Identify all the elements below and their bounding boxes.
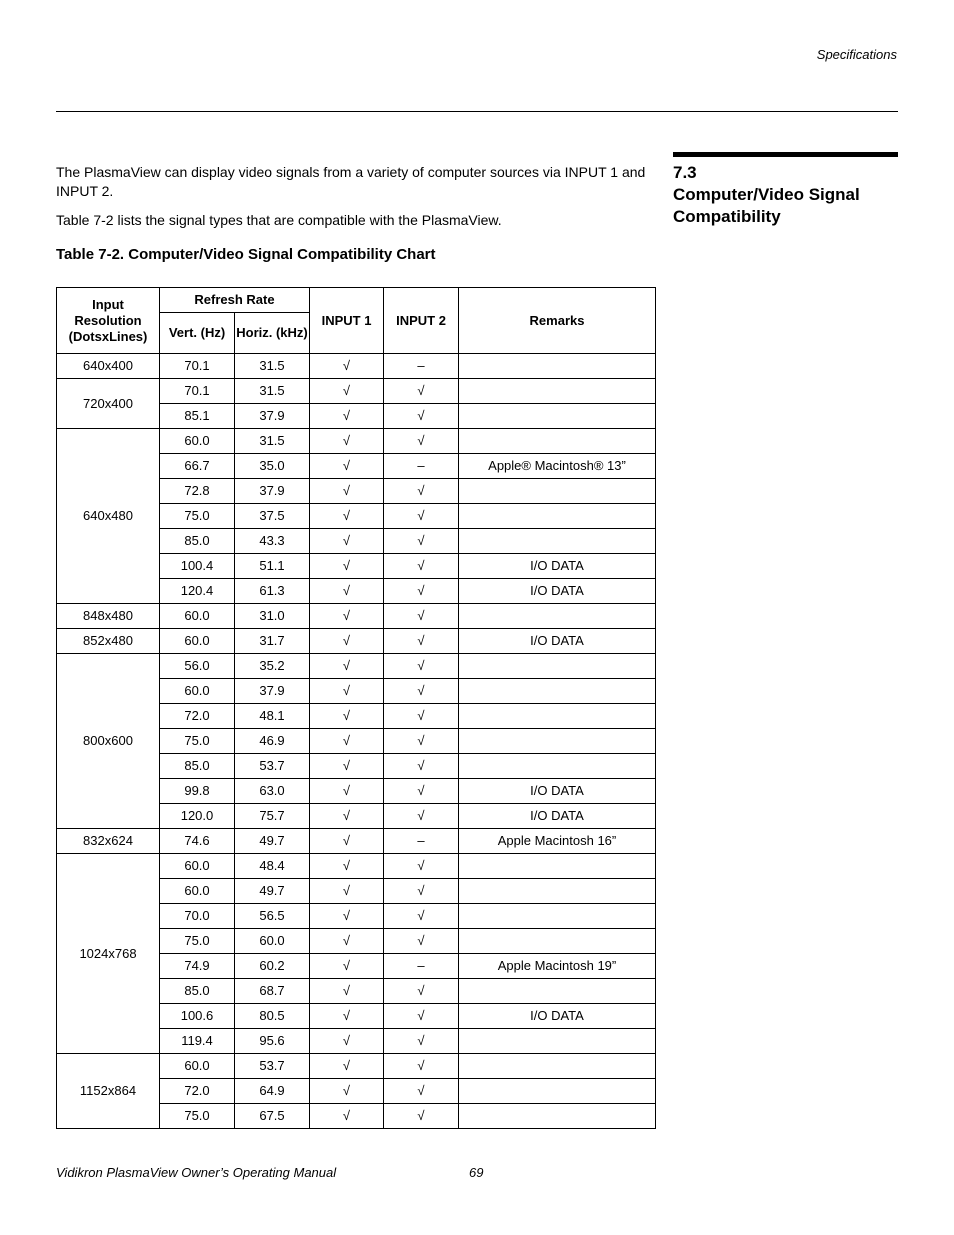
horiz-cell: 61.3 <box>235 579 310 604</box>
horiz-cell: 67.5 <box>235 1104 310 1129</box>
vert-cell: 119.4 <box>160 1029 235 1054</box>
remarks-cell <box>459 429 656 454</box>
input1-cell: √ <box>310 404 384 429</box>
vert-cell: 75.0 <box>160 729 235 754</box>
section-number: 7.3 <box>673 163 697 182</box>
remarks-cell: Apple Macintosh 16” <box>459 829 656 854</box>
horiz-cell: 46.9 <box>235 729 310 754</box>
horiz-cell: 75.7 <box>235 804 310 829</box>
input1-cell: √ <box>310 454 384 479</box>
input1-cell: √ <box>310 929 384 954</box>
horiz-cell: 56.5 <box>235 904 310 929</box>
input1-cell: √ <box>310 979 384 1004</box>
vert-cell: 75.0 <box>160 1104 235 1129</box>
vert-cell: 74.6 <box>160 829 235 854</box>
vert-cell: 66.7 <box>160 454 235 479</box>
remarks-cell <box>459 854 656 879</box>
input1-cell: √ <box>310 804 384 829</box>
resolution-cell: 640x480 <box>57 429 160 604</box>
input2-cell: √ <box>384 579 459 604</box>
input2-cell: – <box>384 454 459 479</box>
input1-cell: √ <box>310 729 384 754</box>
vert-cell: 75.0 <box>160 504 235 529</box>
input1-cell: √ <box>310 504 384 529</box>
input1-cell: √ <box>310 1004 384 1029</box>
remarks-cell: Apple® Macintosh® 13” <box>459 454 656 479</box>
input1-cell: √ <box>310 354 384 379</box>
remarks-cell <box>459 1054 656 1079</box>
input1-cell: √ <box>310 1104 384 1129</box>
horiz-cell: 64.9 <box>235 1079 310 1104</box>
remarks-cell <box>459 754 656 779</box>
input2-cell: √ <box>384 804 459 829</box>
header-remarks: Remarks <box>459 288 656 354</box>
table-row <box>57 429 656 454</box>
header-input-2: INPUT 2 <box>384 288 459 354</box>
input1-cell: √ <box>310 654 384 679</box>
table-caption: Table 7-2. Computer/Video Signal Compatibility Chart <box>56 246 436 263</box>
input2-cell: √ <box>384 479 459 504</box>
intro-text <box>56 163 656 240</box>
input1-cell: √ <box>310 604 384 629</box>
input1-cell: √ <box>310 679 384 704</box>
input1-cell: √ <box>310 954 384 979</box>
remarks-cell <box>459 679 656 704</box>
running-header: Specifications <box>816 47 897 62</box>
vert-cell: 120.0 <box>160 804 235 829</box>
remarks-cell <box>459 704 656 729</box>
header-rule <box>56 111 898 112</box>
horiz-cell: 31.5 <box>235 379 310 404</box>
input2-cell: √ <box>384 404 459 429</box>
horiz-cell: 35.2 <box>235 654 310 679</box>
horiz-cell: 31.7 <box>235 629 310 654</box>
input2-cell: √ <box>384 1029 459 1054</box>
remarks-cell: I/O DATA <box>459 804 656 829</box>
remarks-cell: I/O DATA <box>459 779 656 804</box>
input2-cell: √ <box>384 754 459 779</box>
vert-cell: 70.1 <box>160 379 235 404</box>
input1-cell: √ <box>310 629 384 654</box>
input2-cell: √ <box>384 1079 459 1104</box>
remarks-cell <box>459 1029 656 1054</box>
header-horiz: Horiz. (kHz) <box>235 313 310 354</box>
horiz-cell: 49.7 <box>235 879 310 904</box>
input2-cell: √ <box>384 879 459 904</box>
remarks-cell: I/O DATA <box>459 554 656 579</box>
input2-cell: √ <box>384 604 459 629</box>
vert-cell: 85.0 <box>160 529 235 554</box>
resolution-cell: 1152x864 <box>57 1054 160 1129</box>
horiz-cell: 37.9 <box>235 479 310 504</box>
remarks-cell <box>459 504 656 529</box>
remarks-cell <box>459 1104 656 1129</box>
input2-cell: √ <box>384 979 459 1004</box>
horiz-cell: 49.7 <box>235 829 310 854</box>
resolution-cell: 800x600 <box>57 654 160 829</box>
table-row <box>57 604 656 629</box>
horiz-cell: 53.7 <box>235 754 310 779</box>
input2-cell: – <box>384 829 459 854</box>
remarks-cell <box>459 354 656 379</box>
table-body <box>57 354 656 1129</box>
input1-cell: √ <box>310 704 384 729</box>
input2-cell: √ <box>384 929 459 954</box>
input2-cell: √ <box>384 429 459 454</box>
remarks-cell <box>459 929 656 954</box>
input1-cell: √ <box>310 1054 384 1079</box>
remarks-cell: I/O DATA <box>459 1004 656 1029</box>
vert-cell: 75.0 <box>160 929 235 954</box>
remarks-cell <box>459 654 656 679</box>
input2-cell: √ <box>384 704 459 729</box>
table-row <box>57 379 656 404</box>
input2-cell: – <box>384 354 459 379</box>
input2-cell: √ <box>384 554 459 579</box>
vert-cell: 60.0 <box>160 429 235 454</box>
input1-cell: √ <box>310 579 384 604</box>
resolution-cell: 848x480 <box>57 604 160 629</box>
table-header <box>57 288 656 354</box>
section-title: Computer/Video Signal Compatibility <box>673 185 860 226</box>
input1-cell: √ <box>310 904 384 929</box>
input1-cell: √ <box>310 1079 384 1104</box>
horiz-cell: 63.0 <box>235 779 310 804</box>
input2-cell: √ <box>384 379 459 404</box>
vert-cell: 60.0 <box>160 854 235 879</box>
horiz-cell: 68.7 <box>235 979 310 1004</box>
resolution-cell: 720x400 <box>57 379 160 429</box>
vert-cell: 85.0 <box>160 979 235 1004</box>
remarks-cell <box>459 379 656 404</box>
remarks-cell: I/O DATA <box>459 629 656 654</box>
resolution-cell: 1024x768 <box>57 854 160 1054</box>
input2-cell: √ <box>384 654 459 679</box>
input2-cell: √ <box>384 729 459 754</box>
vert-cell: 120.4 <box>160 579 235 604</box>
remarks-cell <box>459 479 656 504</box>
input2-cell: √ <box>384 1104 459 1129</box>
horiz-cell: 35.0 <box>235 454 310 479</box>
table-row <box>57 1054 656 1079</box>
horiz-cell: 43.3 <box>235 529 310 554</box>
vert-cell: 60.0 <box>160 1054 235 1079</box>
input1-cell: √ <box>310 854 384 879</box>
horiz-cell: 80.5 <box>235 1004 310 1029</box>
input1-cell: √ <box>310 1029 384 1054</box>
remarks-cell <box>459 404 656 429</box>
input2-cell: √ <box>384 679 459 704</box>
vert-cell: 85.1 <box>160 404 235 429</box>
footer-manual-title: Vidikron PlasmaView Owner’s Operating Manual <box>56 1165 337 1180</box>
input1-cell: √ <box>310 479 384 504</box>
input2-cell: √ <box>384 504 459 529</box>
table-row <box>57 629 656 654</box>
vert-cell: 74.9 <box>160 954 235 979</box>
remarks-cell <box>459 729 656 754</box>
header-resolution: Input Resolution (DotsxLines) <box>57 288 160 354</box>
table-row <box>57 654 656 679</box>
horiz-cell: 37.9 <box>235 404 310 429</box>
page-number: 69 <box>469 1165 484 1180</box>
input2-cell: √ <box>384 779 459 804</box>
input2-cell: √ <box>384 629 459 654</box>
horiz-cell: 31.5 <box>235 429 310 454</box>
remarks-cell <box>459 604 656 629</box>
resolution-cell: 832x624 <box>57 829 160 854</box>
input2-cell: √ <box>384 1004 459 1029</box>
horiz-cell: 48.4 <box>235 854 310 879</box>
remarks-cell: Apple Macintosh 19” <box>459 954 656 979</box>
vert-cell: 72.0 <box>160 1079 235 1104</box>
horiz-cell: 31.0 <box>235 604 310 629</box>
remarks-cell <box>459 879 656 904</box>
input1-cell: √ <box>310 429 384 454</box>
vert-cell: 60.0 <box>160 679 235 704</box>
vert-cell: 99.8 <box>160 779 235 804</box>
vert-cell: 70.0 <box>160 904 235 929</box>
horiz-cell: 51.1 <box>235 554 310 579</box>
horiz-cell: 48.1 <box>235 704 310 729</box>
input1-cell: √ <box>310 754 384 779</box>
horiz-cell: 37.5 <box>235 504 310 529</box>
vert-cell: 60.0 <box>160 629 235 654</box>
signal-compatibility-table <box>56 287 656 1129</box>
input2-cell: √ <box>384 529 459 554</box>
input1-cell: √ <box>310 829 384 854</box>
input1-cell: √ <box>310 554 384 579</box>
input2-cell: √ <box>384 904 459 929</box>
vert-cell: 100.4 <box>160 554 235 579</box>
intro-paragraph-2: Table 7-2 lists the signal types that are compatible with the PlasmaView. <box>56 212 502 228</box>
vert-cell: 100.6 <box>160 1004 235 1029</box>
remarks-cell: I/O DATA <box>459 579 656 604</box>
input1-cell: √ <box>310 879 384 904</box>
remarks-cell <box>459 904 656 929</box>
horiz-cell: 53.7 <box>235 1054 310 1079</box>
table-row <box>57 854 656 879</box>
section-heading <box>673 162 898 228</box>
vert-cell: 70.1 <box>160 354 235 379</box>
horiz-cell: 60.0 <box>235 929 310 954</box>
input1-cell: √ <box>310 379 384 404</box>
vert-cell: 56.0 <box>160 654 235 679</box>
header-input-1: INPUT 1 <box>310 288 384 354</box>
horiz-cell: 31.5 <box>235 354 310 379</box>
remarks-cell <box>459 529 656 554</box>
input1-cell: √ <box>310 529 384 554</box>
input2-cell: √ <box>384 854 459 879</box>
vert-cell: 60.0 <box>160 879 235 904</box>
table-row <box>57 829 656 854</box>
input2-cell: √ <box>384 1054 459 1079</box>
vert-cell: 72.8 <box>160 479 235 504</box>
horiz-cell: 60.2 <box>235 954 310 979</box>
input2-cell: – <box>384 954 459 979</box>
remarks-cell <box>459 979 656 1004</box>
horiz-cell: 95.6 <box>235 1029 310 1054</box>
resolution-cell: 852x480 <box>57 629 160 654</box>
intro-paragraph-1: The PlasmaView can display video signals from a variety of computer sources via INPUT 1 and INPUT 2. <box>56 164 646 199</box>
remarks-cell <box>459 1079 656 1104</box>
vert-cell: 85.0 <box>160 754 235 779</box>
header-vert: Vert. (Hz) <box>160 313 235 354</box>
section-heading-bar <box>673 152 898 157</box>
table-row <box>57 354 656 379</box>
horiz-cell: 37.9 <box>235 679 310 704</box>
vert-cell: 60.0 <box>160 604 235 629</box>
resolution-cell: 640x400 <box>57 354 160 379</box>
vert-cell: 72.0 <box>160 704 235 729</box>
input1-cell: √ <box>310 779 384 804</box>
header-refresh-rate: Refresh Rate <box>160 288 310 313</box>
